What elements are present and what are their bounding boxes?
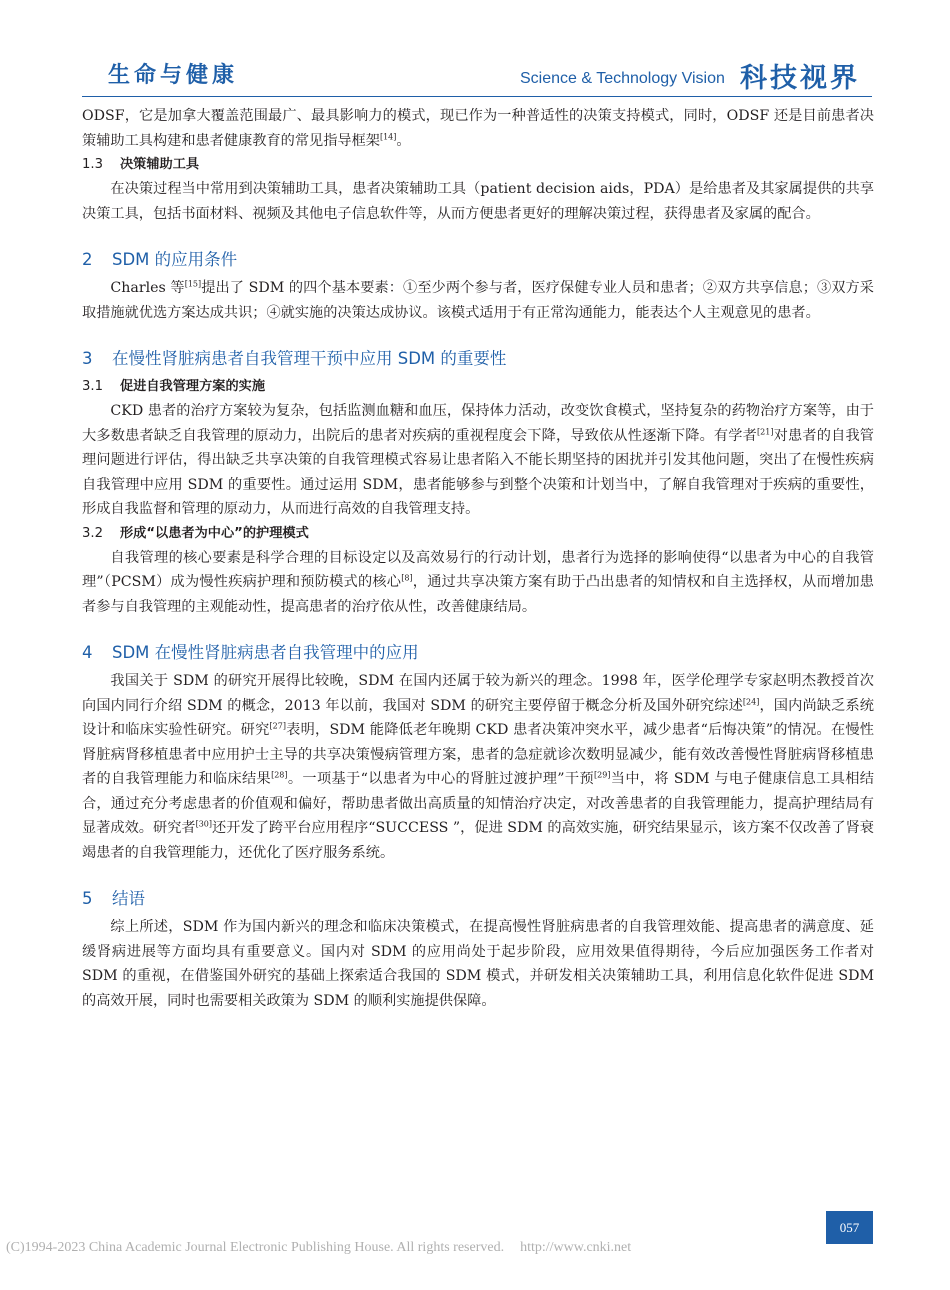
page-header (0, 0, 950, 100)
text-run: 。一项基于“以患者为中心的肾脏过渡护理”干预 (287, 771, 595, 787)
cnki-link[interactable]: http://www.cnki.net (520, 1240, 632, 1255)
section-title: SDM 在慢性肾脏病患者自我管理中的应用 (112, 643, 419, 662)
subsection-number: 3.2 (82, 525, 103, 541)
subsection-title: 决策辅助工具 (120, 157, 200, 172)
paragraph-pda: 在决策过程当中常用到决策辅助工具，患者决策辅助工具（patient decision aids，PDA）是给患者及其家属提供的共享决策工具，包括书面材料、视频及其他电子信息软件等，从而方便患者更好的理解决策过程，获得患者及家属的配合。 (82, 181, 874, 222)
subsection-title: 形成“以患者为中心”的护理模式 (120, 525, 309, 541)
paragraph-sdm-application (82, 669, 874, 865)
section-number: 4 (82, 643, 93, 662)
paragraph-self-management (82, 399, 874, 522)
text-run: 提出了 SDM 的四个基本要素：①至少两个参与者，医疗保健专业人员和患者；②双方共享信息；③双方采取措施就优选方案达成共识；④就实施的决策达成协议。该模式适用于有正常沟通能力，能表达个人主观意见的患者。 (82, 280, 874, 321)
subsection-number: 1.3 (82, 157, 103, 172)
text-run: 当中，将 SDM 与电子健康信息工具相结合，通过充分考虑患者的价值观和偏好，帮助患者做出高质量的知情治疗决定，对改善患者的自我管理能力，提高护理结局有显著成效。研究者 (82, 771, 874, 836)
citation[interactable]: [30] (195, 819, 213, 829)
citation[interactable]: [27] (269, 721, 286, 731)
paragraph-odsf (82, 104, 874, 153)
text-run: CKD 患者的治疗方案较为复杂，包括监测血糖和血压，保持体力活动，改变饮食模式，坚持复杂的药物治疗方案等，由于大多数患者缺乏自我管理的原动力，出院后的患者对疾病的重视程度会下降，导致依从性逐渐下降。有学者 (82, 403, 874, 444)
header-rule (82, 96, 872, 97)
article-body (82, 104, 874, 1013)
paragraph-patient-centered (82, 546, 874, 620)
text-run: ，通过共享决策方案有助于凸出患者的知情权和自主选择权，从而增加患者参与自我管理的主观能动性，提高患者的治疗依从性，改善健康结局。 (82, 574, 874, 615)
section-number: 2 (82, 250, 93, 269)
citation[interactable]: [8] (401, 573, 413, 583)
text-run: ODSF，它是加拿大覆盖范围最广、最具影响力的模式，现已作为一种普适性的决策支持模式，同时，ODSF 还是目前患者决策辅助工具构建和患者健康教育的常见指导框架 (82, 108, 874, 149)
text-run: ，国内尚缺乏系统设计和临床实验性研究。研究 (82, 697, 874, 738)
citation[interactable]: [28] (271, 770, 288, 780)
section-title: 在慢性肾脏病患者自我管理干预中应用 SDM 的重要性 (112, 349, 507, 368)
section-number: 5 (82, 889, 93, 908)
text-run: 自我管理的核心要素是科学合理的目标设定以及高效易行的行动计划，患者行为选择的影响使得“以患者为中心的自我管理”（PCSM）成为慢性疾病护理和预防模式的核心 (82, 549, 874, 590)
section-heading-2 (82, 247, 874, 273)
subsection-heading-3-2 (82, 522, 874, 546)
subsection-title: 促进自我管理方案的实施 (120, 379, 266, 394)
subsection-number: 3.1 (82, 379, 103, 394)
section-heading-5 (82, 886, 874, 912)
section-title: 结语 (112, 889, 145, 908)
citation[interactable]: [21] (757, 426, 774, 436)
text-run: 。 (396, 132, 411, 149)
text-run: Charles 等 (110, 280, 185, 296)
text-run: 还开发了跨平台应用程序“SUCCESS ”，促进 SDM 的高效实施，研究结果显示，该方案不仅改善了肾衰竭患者的自我管理能力，还优化了医疗服务系统。 (82, 820, 874, 861)
citation[interactable]: [24] (742, 696, 760, 706)
section-heading-4 (82, 640, 874, 666)
journal-name-chinese: 科技视界 (740, 63, 860, 94)
citation[interactable]: [29] (594, 770, 611, 780)
text-run: 表明，SDM 能降低老年晚期 CKD 患者决策冲突水平，减少患者“后悔决策”的情况。在慢性肾脏病肾移植患者中应用护士主导的共享决策慢病管理方案，患者的急症就诊次数明显减少，能有效改善慢性肾脏病肾移植患者的自我管理能力和临床结果 (82, 722, 874, 787)
citation[interactable]: [14] (379, 131, 397, 141)
section-heading-3 (82, 346, 874, 372)
subsection-heading-3-1 (82, 375, 874, 399)
journal-section-title: 生命与健康 (108, 62, 239, 88)
page-number: 057 (826, 1211, 873, 1244)
citation[interactable]: [15] (184, 279, 202, 289)
copyright-footer (6, 1240, 631, 1256)
text-run: 对患者的自我管理问题进行评估，得出缺乏共享决策的自我管理模式容易让患者陷入不能长期坚持的困扰并引发其他问题，突出了在慢性疾病自我管理中应用 SDM 的重要性。通过运用 SDM，患者能够参与到整个决策和计划当中，了解自我管理对于疾病的重要性，形成自我监督和管理的原动力，从而进行高效的自我管理支持。 (82, 427, 874, 517)
journal-name-english: Science & Technology Vision (520, 70, 725, 87)
paragraph-conclusion: 综上所述，SDM 作为国内新兴的理念和临床决策模式，在提高慢性肾脏病患者的自我管理效能、提高患者的满意度、延缓肾病进展等方面均具有重要意义。国内对 SDM 的应用尚处于起步阶段，应用效果值得期待，今后应加强医务工作者对 SDM 的重视，在借鉴国外研究的基础上探索适合我国的 SDM 模式，并研发相关决策辅助工具，利用信息化软件促进 SDM 的高效开展，同时也需要相关政策为 SDM 的顺利实施提供保障。 (82, 919, 874, 1009)
paragraph-sdm-conditions (82, 276, 874, 325)
copyright-text: (C)1994-2023 China Academic Journal Electronic Publishing House. All rights reserved. (6, 1240, 505, 1255)
subsection-heading-1-3 (82, 153, 874, 177)
text-run: 我国关于 SDM 的研究开展得比较晚，SDM 在国内还属于较为新兴的理念。1998 年，医学伦理学专家赵明杰教授首次向国内同行介绍 SDM 的概念，2013 年以前，我国对 SDM 的研究主要停留于概念分析及国外研究综述 (82, 673, 874, 714)
section-number: 3 (82, 349, 93, 368)
section-title: SDM 的应用条件 (112, 250, 238, 269)
